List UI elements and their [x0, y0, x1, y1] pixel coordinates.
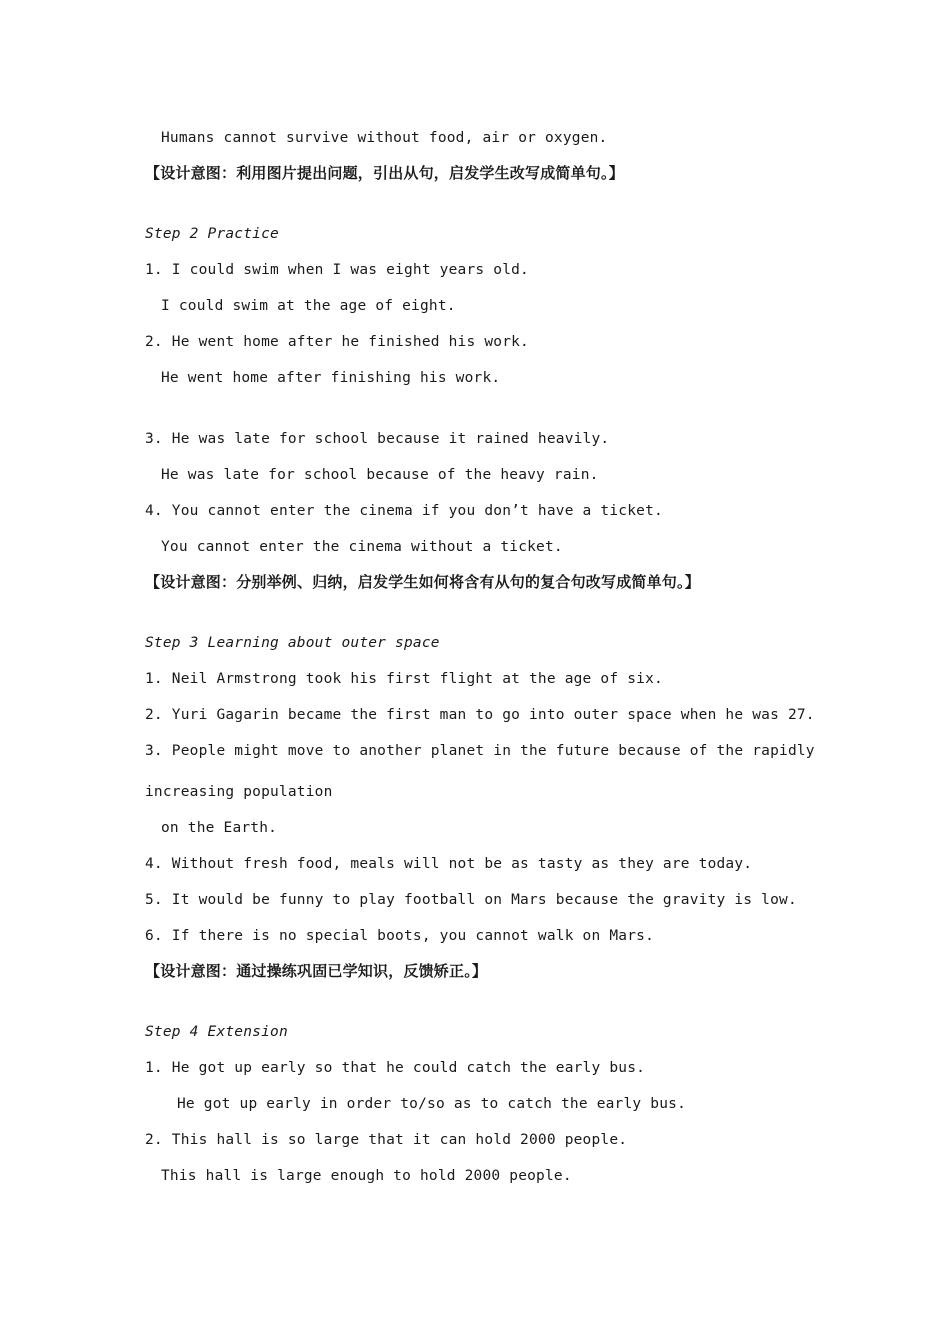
step-3-item-4: 4. Without fresh food, meals will not be as tasty as they are today. [145, 856, 753, 872]
step-2-item-4: 4. You cannot enter the cinema if you don’t have a ticket. [145, 503, 663, 519]
design-note-1: 【设计意图：利用图片提出问题，引出从句，启发学生改写成简单句。】 [145, 164, 624, 182]
step-4-item-2: 2. This hall is so large that it can hold 2000 people. [145, 1132, 628, 1148]
step-3-item-3: 3. People might move to another planet in the future because of the rapidly [145, 743, 815, 759]
step-2-item-2: 2. He went home after he finished his work. [145, 334, 529, 350]
step-4-item-1-rewrite: He got up early in order to/so as to catch the early bus. [177, 1096, 686, 1112]
step-2-item-3: 3. He was late for school because it rained heavily. [145, 431, 610, 447]
step-3-item-1: 1. Neil Armstrong took his first flight at the age of six. [145, 671, 663, 687]
step-3-item-3-cont-2: on the Earth. [161, 820, 278, 836]
step-2-item-1-rewrite: I could swim at the age of eight. [161, 298, 456, 314]
step-3-item-6: 6. If there is no special boots, you cannot walk on Mars. [145, 928, 654, 944]
step-4-item-1: 1. He got up early so that he could catch the early bus. [145, 1060, 646, 1076]
step-3-item-5: 5. It would be funny to play football on Mars because the gravity is low. [145, 892, 797, 908]
step-2-item-4-rewrite: You cannot enter the cinema without a ticket. [161, 539, 563, 555]
step-2-item-2-rewrite: He went home after finishing his work. [161, 370, 501, 386]
step-2-item-3-rewrite: He was late for school because of the heavy rain. [161, 467, 599, 483]
step-3-item-3-cont: increasing population [145, 784, 333, 800]
step-2-heading: Step 2 Practice [145, 226, 279, 242]
step-4-heading: Step 4 Extension [145, 1024, 288, 1040]
step-3-item-2: 2. Yuri Gagarin became the first man to go into outer space when he was 27. [145, 707, 815, 723]
step-3-heading: Step 3 Learning about outer space [145, 635, 440, 651]
step-4-item-2-rewrite: This hall is large enough to hold 2000 people. [161, 1168, 572, 1184]
intro-sentence: Humans cannot survive without food, air or oxygen. [161, 130, 608, 146]
step-2-item-1: 1. I could swim when I was eight years old. [145, 262, 529, 278]
design-note-3: 【设计意图：通过操练巩固已学知识，反馈矫正。】 [145, 962, 488, 980]
design-note-2: 【设计意图：分别举例、归纳，启发学生如何将含有从句的复合句改写成简单句。】 [145, 573, 700, 591]
